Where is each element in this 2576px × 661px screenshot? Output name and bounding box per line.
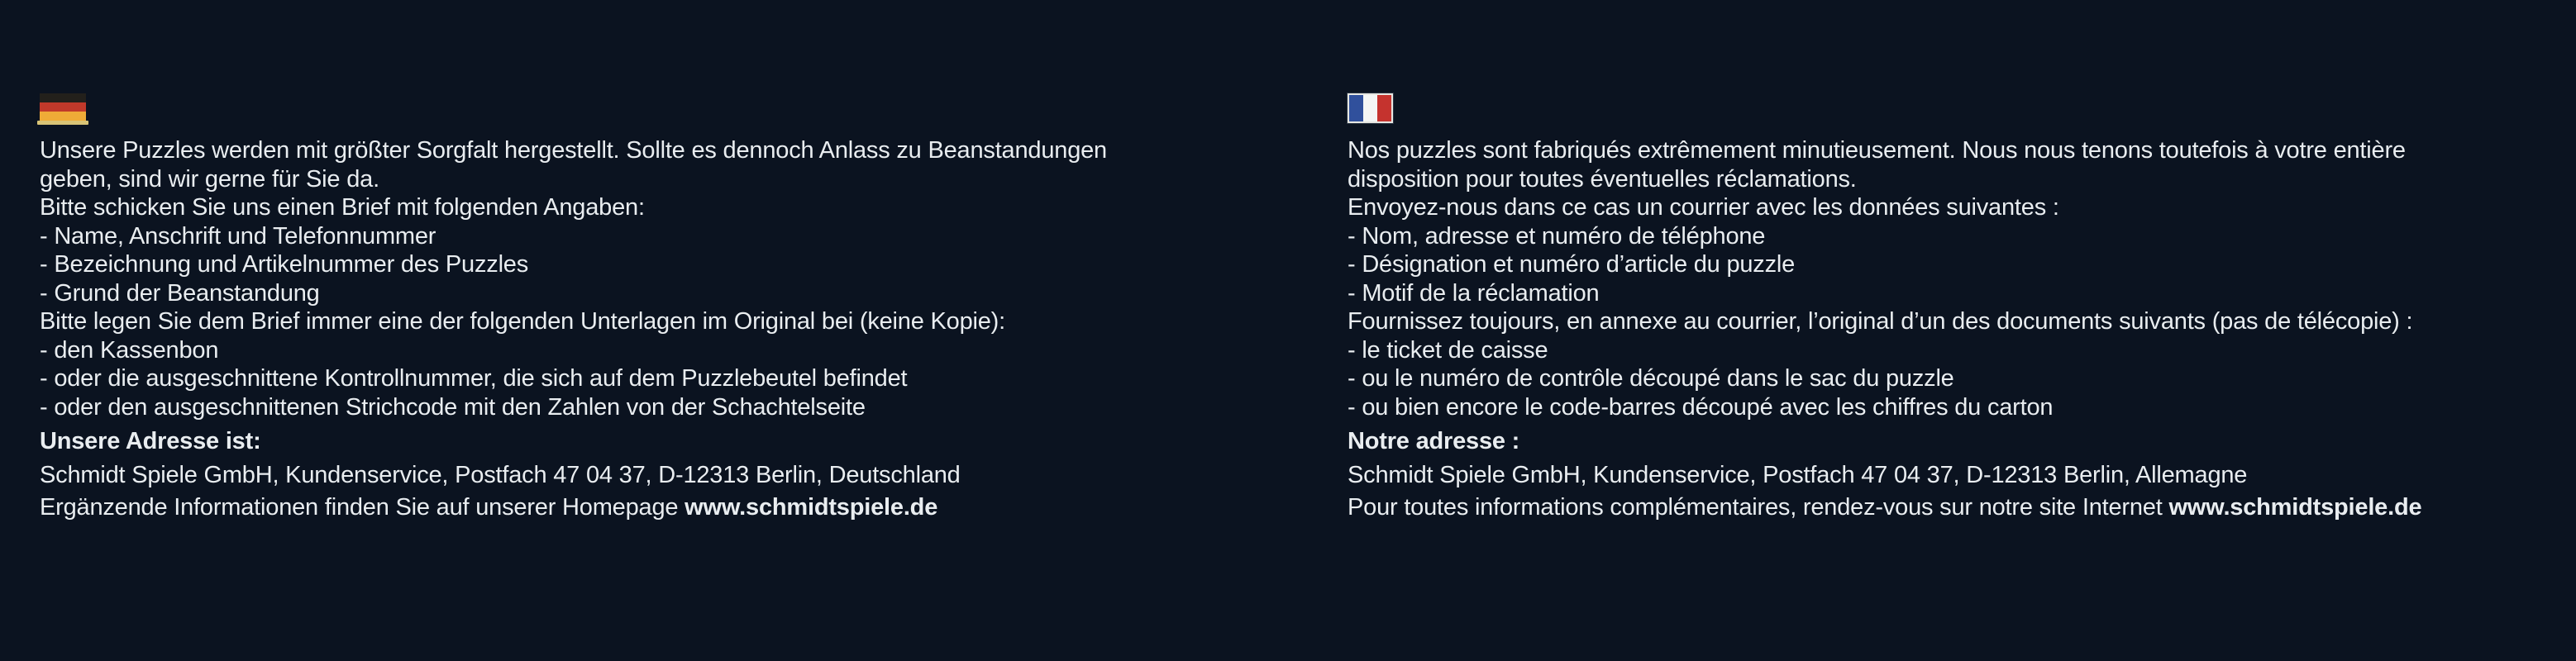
text-line — [40, 136, 1305, 165]
text-line — [1348, 364, 2576, 393]
text-segment: - Motif de la réclamation — [1348, 279, 1600, 307]
text-segment: Notre adresse : — [1348, 428, 1520, 454]
text-line — [1348, 165, 2576, 194]
text-segment: disposition pour toutes éventuelles réclamations. — [1348, 165, 1857, 193]
text-line — [1348, 222, 2576, 251]
text-segment: geben, sind wir gerne für Sie da. — [40, 165, 379, 193]
text-segment: - Nom, adresse et numéro de téléphone — [1348, 222, 1766, 250]
france-flag-blue-stripe — [1349, 95, 1363, 121]
section-heading — [40, 427, 1305, 456]
germany-flag-gold-stripe — [40, 112, 86, 121]
text-segment: - Name, Anschrift und Telefonnummer — [40, 222, 436, 250]
text-line — [40, 364, 1305, 393]
text-line — [1348, 307, 2576, 336]
text-line — [40, 222, 1305, 251]
text-segment: Ergänzende Informationen finden Sie auf unserer Homepage — [40, 494, 685, 521]
france-flag-white-stripe — [1363, 95, 1377, 121]
text-segment: Unsere Puzzles werden mit größter Sorgfalt hergestellt. Sollte es dennoch Anlass zu Beanstandungen — [40, 137, 1107, 164]
text-segment: Bitte legen Sie dem Brief immer eine der folgenden Unterlagen im Original bei (keine Kopie): — [40, 308, 1005, 335]
text-line — [40, 393, 1305, 422]
homepage-url: www.schmidtspiele.de — [2168, 494, 2422, 521]
french-service-section — [1348, 93, 2576, 522]
text-segment: - oder den ausgeschnittenen Strichcode mit den Zahlen von der Schachtelseite — [40, 393, 866, 421]
text-line — [40, 165, 1305, 194]
text-line — [1348, 250, 2576, 279]
text-segment: Nos puzzles sont fabriqués extrêmement minutieusement. Nous nous tenons toutefois à votre entière — [1348, 137, 2406, 164]
text-line — [40, 336, 1305, 365]
germany-flag-base-edge — [37, 121, 88, 125]
text-line — [40, 461, 1305, 490]
text-segment: - oder die ausgeschnittene Kontrollnummer, die sich auf dem Puzzlebeutel befindet — [40, 365, 908, 392]
german-service-section — [40, 93, 1305, 522]
text-segment: Fournissez toujours, en annexe au courrier, l’original d’un des documents suivants (pas de télécopie) : — [1348, 308, 2413, 335]
text-segment: - Bezeichnung und Artikelnummer des Puzzles — [40, 251, 529, 278]
text-segment: - ou bien encore le code-barres découpé avec les chiffres du carton — [1348, 393, 2054, 421]
text-line — [40, 279, 1305, 308]
france-flag-icon — [1348, 93, 1393, 123]
text-line — [1348, 136, 2576, 165]
text-segment: - den Kassenbon — [40, 336, 219, 364]
text-segment: Pour toutes informations complémentaires, rendez-vous sur notre site Internet — [1348, 494, 2169, 521]
homepage-url: www.schmidtspiele.de — [685, 494, 938, 521]
text-line — [1348, 493, 2576, 522]
text-line — [1348, 193, 2576, 222]
text-segment: Schmidt Spiele GmbH, Kundenservice, Postfach 47 04 37, D-12313 Berlin, Allemagne — [1348, 461, 2248, 488]
text-lines — [40, 136, 1305, 522]
text-line — [1348, 393, 2576, 422]
text-line — [1348, 336, 2576, 365]
text-line — [40, 193, 1305, 222]
text-segment: Bitte schicken Sie uns einen Brief mit folgenden Angaben: — [40, 194, 645, 221]
section-heading — [1348, 427, 2576, 456]
text-line — [40, 250, 1305, 279]
text-lines — [1348, 136, 2576, 522]
france-flag-red-stripe — [1377, 95, 1391, 121]
text-segment: - Grund der Beanstandung — [40, 279, 320, 307]
text-segment: Schmidt Spiele GmbH, Kundenservice, Postfach 47 04 37, D-12313 Berlin, Deutschland — [40, 461, 961, 488]
text-line — [40, 307, 1305, 336]
germany-flag-icon — [40, 93, 86, 125]
text-segment: - Désignation et numéro d’article du puzzle — [1348, 251, 1796, 278]
text-segment: Unsere Adresse ist: — [40, 428, 261, 454]
text-line — [1348, 279, 2576, 308]
germany-flag-black-stripe — [40, 93, 86, 102]
text-segment: - le ticket de caisse — [1348, 336, 1548, 364]
text-line — [40, 493, 1305, 522]
text-segment: Envoyez-nous dans ce cas un courrier avec les données suivantes : — [1348, 194, 2059, 221]
text-line — [1348, 461, 2576, 490]
text-segment: - ou le numéro de contrôle découpé dans le sac du puzzle — [1348, 365, 1954, 392]
germany-flag-red-stripe — [40, 102, 86, 112]
